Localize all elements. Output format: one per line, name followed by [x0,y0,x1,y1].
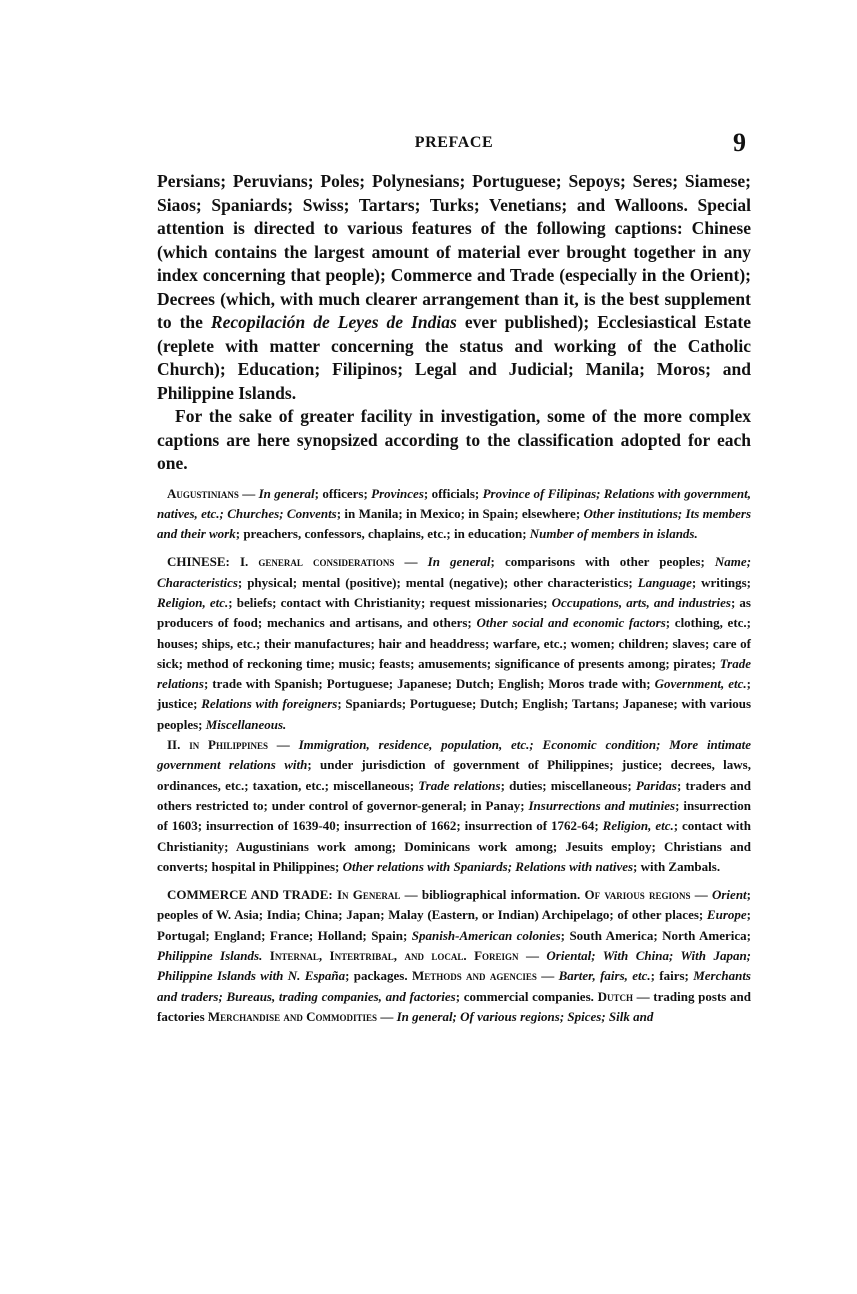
italic-run: Relations with foreigners [201,696,338,712]
italic-run: Spanish-American colonies [411,927,561,943]
body-text [157,170,751,1027]
italic-run: Language [637,574,692,590]
italic-run: Trade relations [418,777,501,793]
italic-run: Recopilación de Leyes de Indias [210,312,457,332]
italic-run: Philippine Islands. [157,948,263,964]
italic-run: Europe [706,907,747,923]
italic-run: Number of members in islands. [529,526,698,542]
small-caps-run: Of various regions [584,887,691,903]
paragraph-chinese-philippines: II. in Philippines — Immigration, residence, population, etc.; Economic condition; More intimate government relations with; under jurisdiction of government of Philippines; justice; decrees, laws, ordinances, etc.; taxation, etc.; miscellaneous; Trade relations; duties; miscellaneous; Paridas; traders and others restricted to; under control of governor-general; in Panay; Insurrections and mutinies; insurrection of 1603; insurrection of 1639-40; insurrection of 1662; insurrection of 1762-64; Religion, etc.; contact with Christianity; Augustinians work among; Dominicans work among; Jesuits employ; Christians and converts; hospital in Philippines; Other relations with Spaniards; Relations with natives; with Zambals. [157,737,752,874]
italic-run: Occupations, arts, and industries [551,594,731,610]
italic-run: Name; Characteristics [157,554,752,590]
italic-run: Trade relations [157,655,751,692]
italic-run: Other social and economic factors [476,615,666,631]
paragraph-synopsis-intro: For the sake of greater facility in investigation, some of the more complex captions are here synopsized according to the classification adopted for each one. [157,406,751,473]
italic-run: Immigration, residence, population, etc.; Economic condition; More intimate government relations with [157,737,752,773]
italic-run: Religion, etc. [602,818,674,834]
small-caps-run: In General [336,887,401,903]
page-header [156,128,752,160]
italic-run: Other relations with Spaniards; Relations with natives [342,858,634,874]
italic-run: Paridas [635,777,677,793]
small-caps-run: general considerations [258,554,395,570]
small-caps-run: Methods and agencies [411,968,537,984]
small-caps-run: Dutch [597,988,633,1004]
paragraph-chinese-general: CHINESE: I. general considerations — In general; comparisons with other peoples; Name; Characteristics; physical; mental (positive); mental (negative); other characteristics; Language; writings; Religion, etc.; beliefs; contact with Christianity; request missionaries; Occupations, arts, and industries; as producers of food; mechanics and artisans, and others; Other social and economic factors; clothing, etc.; houses; ships, etc.; their manufactures; hair and headdress; warfare, etc.; women; children; slaves; care of sick; method of reckoning time; music; feasts; amusements; significance of presents among; pirates; Trade relations; trade with Spanish; Portuguese; Japanese; Dutch; English; Moros trade with; Government, etc.; justice; Relations with foreigners; Spaniards; Portuguese; Dutch; English; Tartans; Japanese; with various peoples; Miscellaneous. [157,554,752,732]
italic-run: In general; Of various regions; Spices; Silk and [396,1008,654,1024]
italic-run: Religion, etc. [157,594,229,610]
italic-run: Orient [711,887,747,903]
small-caps-run: Augustinians [167,485,239,501]
italic-run: Merchants and traders; Bureaus, trading companies, and factories [157,968,751,1004]
italic-run: Miscellaneous. [205,716,287,732]
italic-run: Province of Filipinas; Relations with government, natives, etc.; Churches; Convents [157,485,751,521]
italic-run: Government, etc. [654,676,747,692]
small-caps-run: in Philippines [189,737,268,753]
small-caps-run: Merchandise and Commodities [207,1008,378,1024]
italic-run: Provinces [371,485,424,501]
italic-run: Insurrections and mutinies [528,797,676,813]
italic-run: Oriental; With China; With Japan; Philippine Islands with N. España [157,948,752,984]
paragraph-nationalities: Persians; Peruvians; Poles; Polynesians; Portuguese; Sepoys; Seres; Siamese; Siaos; Spaniards; Swiss; Tartars; Turks; Venetians; and Walloons. Special attention is directed to various features of the following captions: Chinese (which contains the largest amount of material ever brought together in any index concerning that people); Commerce and Trade (especially in the Orient); Decrees (which, with much clearer arrangement than it, is the best supplement to the Recopilación de Leyes de Indias ever published); Ecclesiastical Estate (replete with matter concerning the status and working of the Catholic Church); Education; Filipinos; Legal and Judicial; Manila; Moros; and Philippine Islands. [157,171,751,403]
italic-run: In general [427,554,491,570]
page-number: 9 [733,128,746,157]
small-caps-run: Internal, Intertribal, and local. [269,948,467,964]
small-caps-run: Foreign [474,948,519,964]
paragraph-commerce-trade: COMMERCE AND TRADE: In General — bibliographical information. Of various regions — Orient; peoples of W. Asia; India; China; Japan; Malay (Eastern, or Indian) Archipelago; of other places; Europe; Portugal; England; France; Holland; Spain; Spanish-American colonies; South America; North America; Philippine Islands. Internal, Intertribal, and local. Foreign — Oriental; With China; With Japan; Philippine Islands with N. España; packages. Methods and agencies — Barter, fairs, etc.; fairs; Merchants and traders; Bureaus, trading companies, and factories; commercial companies. Dutch — trading posts and factories Merchandise and Commodities — In general; Of various regions; Spices; Silk and [157,887,752,1024]
italic-run: Barter, fairs, etc. [558,968,651,984]
running-head: PREFACE [414,134,494,151]
paragraph-augustinians: Augustinians — In general; officers; Provinces; officials; Province of Filipinas; Relations with government, natives, etc.; Churches; Convents; in Manila; in Mexico; in Spain; elsewhere; Other institutions; Its members and their work; preachers, confessors, chaplains, etc.; in education; Number of members in islands. [157,485,751,542]
italic-run: Other institutions; Its members and their work [157,505,751,542]
italic-run: In general [258,485,315,501]
